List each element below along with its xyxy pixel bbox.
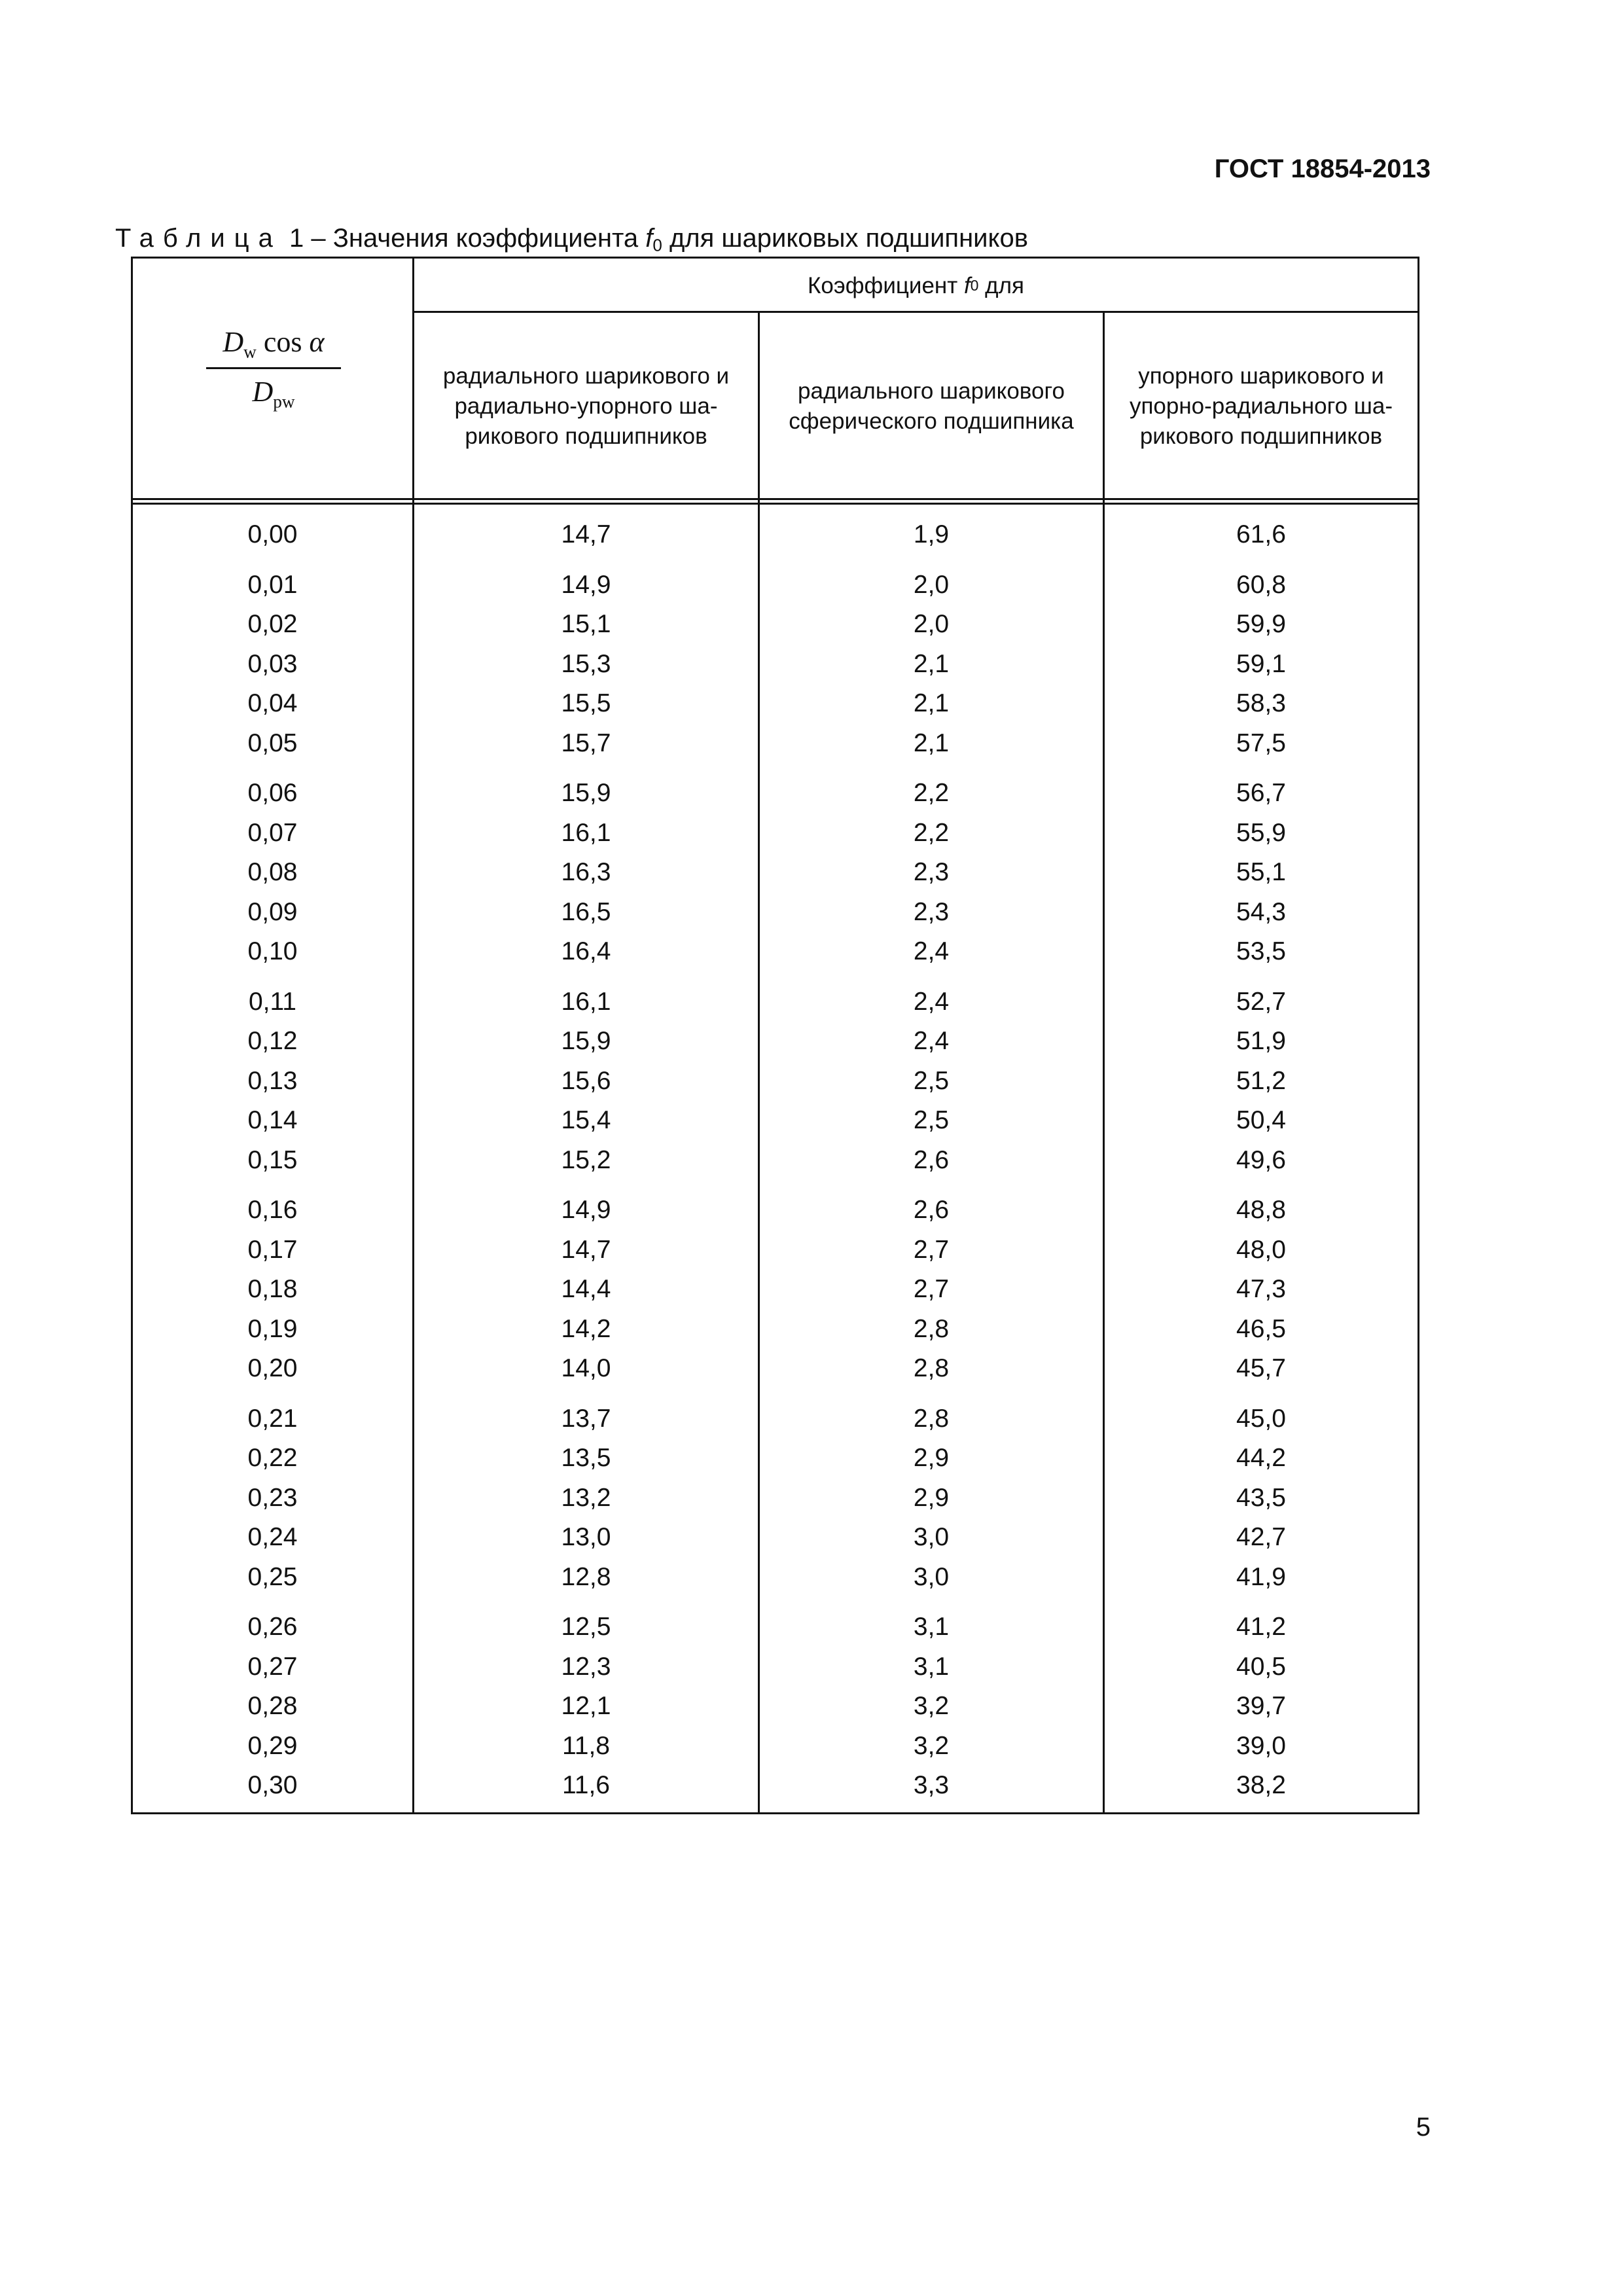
ratio-value-cell: 0,19 (247, 1314, 298, 1343)
ratio-symbol-d: D (223, 326, 244, 358)
ratio-value-cell: 0,09 (247, 897, 298, 926)
coefficient-cell: 15,5 (561, 689, 611, 717)
coefficient-cell: 55,1 (1236, 858, 1286, 886)
ratio-value-cell: 0,30 (247, 1771, 298, 1799)
coefficient-group-header (414, 259, 1418, 313)
column-header-spherical: радиального шарикового сферического подшипника (789, 378, 1074, 434)
table-caption (115, 224, 1028, 256)
ratio-value-cell: 0,21 (247, 1404, 298, 1433)
column-header-thrust: упорного шарикового и упорно-радиального ша- рикового подшипников (1129, 363, 1393, 449)
coefficient-cell: 2,4 (913, 937, 950, 965)
ratio-denominator (133, 375, 414, 412)
coefficient-cell: 2,4 (913, 1027, 950, 1055)
coefficient-cell: 61,6 (1236, 520, 1286, 548)
coefficient-cell: 48,0 (1236, 1235, 1286, 1264)
coefficient-cell: 2,9 (913, 1483, 950, 1512)
coefficient-cell: 15,9 (561, 1027, 611, 1055)
ratio-value-cell: 0,22 (247, 1444, 298, 1472)
coefficient-cell: 12,5 (561, 1613, 611, 1641)
ratio-value-cell: 0,06 (247, 779, 298, 807)
coefficient-cell: 14,9 (561, 570, 611, 599)
coefficient-cell: 15,3 (561, 649, 611, 678)
coefficient-cell: 15,6 (561, 1066, 611, 1095)
caption-prefix: Таблица (115, 224, 282, 253)
page-number: 5 (1416, 2113, 1431, 2142)
coefficient-cell: 2,3 (913, 897, 950, 926)
coefficient-table (131, 257, 1419, 1814)
coefficient-cell: 14,2 (561, 1314, 611, 1343)
coefficient-cell: 44,2 (1236, 1444, 1286, 1472)
coefficient-cell: 15,9 (561, 779, 611, 807)
coefficient-cell: 3,2 (913, 1731, 950, 1760)
coefficient-cell: 38,2 (1236, 1771, 1286, 1799)
ratio-value-cell: 0,03 (247, 649, 298, 678)
ratio-alpha: α (309, 326, 325, 358)
ratio-value-cell: 0,14 (247, 1106, 298, 1134)
ratio-value-cell: 0,00 (247, 520, 298, 548)
coefficient-cell: 45,7 (1236, 1354, 1286, 1382)
ratio-value-cell: 0,20 (247, 1354, 298, 1382)
coefficient-cell: 2,5 (913, 1066, 950, 1095)
group-header-symbol: f (964, 272, 971, 298)
column-header-radial: радиального шарикового и радиально-упорного ша- рикового подшипников (442, 363, 730, 449)
coefficient-cell: 1,9 (913, 520, 950, 548)
coefficient-cell: 55,9 (1236, 818, 1286, 847)
ratio-value-cell: 0,05 (247, 728, 298, 757)
group-header-sub: 0 (970, 277, 979, 294)
ratio-value-cell: 0,17 (247, 1235, 298, 1264)
ratio-sub-w: w (243, 342, 257, 362)
coefficient-cell: 53,5 (1236, 937, 1286, 965)
coefficient-cell: 2,5 (913, 1106, 950, 1134)
caption-symbol-sub: 0 (652, 235, 662, 255)
fraction-bar (206, 367, 341, 369)
coefficient-cell: 2,4 (913, 987, 950, 1016)
coefficient-cell: 51,2 (1236, 1066, 1286, 1095)
caption-text-after: для шариковых подшипников (669, 224, 1028, 253)
ratio-cos: cos (263, 326, 302, 358)
coefficient-cell: 2,1 (913, 728, 950, 757)
ratio-value-cell: 0,28 (247, 1692, 298, 1720)
ratio-value-cell: 0,18 (247, 1275, 298, 1303)
ratio-value-cell: 0,02 (247, 610, 298, 638)
coefficient-cell: 3,1 (913, 1613, 950, 1641)
group-header-after: для (985, 272, 1024, 298)
ratio-value-cell: 0,16 (247, 1196, 298, 1224)
coefficient-cell: 57,5 (1236, 728, 1286, 757)
group-header-before: Коэффициент (808, 272, 958, 298)
ratio-value-cell: 0,24 (247, 1523, 298, 1551)
coefficient-cell: 42,7 (1236, 1523, 1286, 1551)
ratio-value-cell: 0,15 (247, 1145, 298, 1174)
coefficient-cell: 16,1 (561, 818, 611, 847)
coefficient-cell: 16,3 (561, 858, 611, 886)
ratio-value-cell: 0,11 (248, 987, 296, 1016)
coefficient-cell: 3,0 (913, 1523, 950, 1551)
coefficient-cell: 41,9 (1236, 1562, 1286, 1591)
coefficient-cell: 13,5 (561, 1444, 611, 1472)
ratio-value-cell: 0,25 (247, 1562, 298, 1591)
coefficient-cell: 2,8 (913, 1404, 950, 1433)
coefficient-cell: 46,5 (1236, 1314, 1286, 1343)
coefficient-cell: 2,9 (913, 1444, 950, 1472)
ratio-symbol-d: D (252, 376, 274, 408)
coefficient-cell: 12,1 (561, 1692, 611, 1720)
coefficient-cell: 14,9 (561, 1196, 611, 1224)
coefficient-cell: 41,2 (1236, 1613, 1286, 1641)
coefficient-cell: 16,5 (561, 897, 611, 926)
coefficient-cell: 47,3 (1236, 1275, 1286, 1303)
ratio-value-cell: 0,04 (247, 689, 298, 717)
coefficient-cell: 14,4 (561, 1275, 611, 1303)
coefficient-cell: 13,2 (561, 1483, 611, 1512)
coefficient-cell: 2,2 (913, 818, 950, 847)
coefficient-cell: 45,0 (1236, 1404, 1286, 1433)
coefficient-cell: 2,7 (913, 1235, 950, 1264)
coefficient-cell: 59,1 (1236, 649, 1286, 678)
coefficient-cell: 2,3 (913, 858, 950, 886)
coefficient-cell: 13,7 (561, 1404, 611, 1433)
ratio-value-cell: 0,01 (247, 570, 298, 599)
coefficient-cell: 15,2 (561, 1145, 611, 1174)
ratio-sub-pw: pw (273, 391, 295, 412)
coefficient-cell: 15,1 (561, 610, 611, 638)
coefficient-cell: 16,1 (561, 987, 611, 1016)
coefficient-cell: 51,9 (1236, 1027, 1286, 1055)
coefficient-cell: 15,4 (561, 1106, 611, 1134)
ratio-value-cell: 0,08 (247, 858, 298, 886)
coefficient-cell: 48,8 (1236, 1196, 1286, 1224)
coefficient-cell: 2,8 (913, 1314, 950, 1343)
ratio-value-cell: 0,26 (247, 1613, 298, 1641)
coefficient-cell: 3,2 (913, 1692, 950, 1720)
coefficient-cell: 14,7 (561, 1235, 611, 1264)
coefficient-cell: 3,0 (913, 1562, 950, 1591)
coefficient-cell: 14,0 (561, 1354, 611, 1382)
ratio-value-cell: 0,13 (247, 1066, 298, 1095)
coefficient-cell: 15,7 (561, 728, 611, 757)
coefficient-cell: 60,8 (1236, 570, 1286, 599)
coefficient-cell: 2,0 (913, 570, 950, 599)
caption-text-before: – Значения коэффициента (311, 224, 639, 253)
coefficient-cell: 39,0 (1236, 1731, 1286, 1760)
coefficient-cell: 13,0 (561, 1523, 611, 1551)
coefficient-cell: 16,4 (561, 937, 611, 965)
coefficient-cell: 54,3 (1236, 897, 1286, 926)
coefficient-cell: 2,8 (913, 1354, 950, 1382)
caption-symbol: f (645, 224, 653, 253)
coefficient-cell: 58,3 (1236, 689, 1286, 717)
ratio-value-cell: 0,07 (247, 818, 298, 847)
coefficient-cell: 49,6 (1236, 1145, 1286, 1174)
coefficient-cell: 14,7 (561, 520, 611, 548)
coefficient-cell: 52,7 (1236, 987, 1286, 1016)
coefficient-cell: 39,7 (1236, 1692, 1286, 1720)
ratio-header (133, 259, 414, 501)
header-bottom-rule (133, 503, 1418, 505)
coefficient-cell: 56,7 (1236, 779, 1286, 807)
caption-number: 1 (289, 224, 304, 253)
coefficient-cell: 2,2 (913, 779, 950, 807)
coefficient-cell: 11,8 (562, 1731, 610, 1760)
coefficient-cell: 2,1 (913, 649, 950, 678)
coefficient-cell: 59,9 (1236, 610, 1286, 638)
coefficient-cell: 12,8 (561, 1562, 611, 1591)
coefficient-cell: 50,4 (1236, 1106, 1286, 1134)
coefficient-cell: 3,3 (913, 1771, 950, 1799)
coefficient-cell: 43,5 (1236, 1483, 1286, 1512)
document-number: ГОСТ 18854-2013 (1214, 154, 1431, 183)
coefficient-cell: 12,3 (561, 1652, 611, 1681)
coefficient-cell: 2,6 (913, 1196, 950, 1224)
coefficient-cell: 2,6 (913, 1145, 950, 1174)
ratio-value-cell: 0,12 (247, 1027, 298, 1055)
ratio-value-cell: 0,10 (247, 937, 298, 965)
coefficient-cell: 3,1 (913, 1652, 950, 1681)
coefficient-cell: 11,6 (562, 1771, 610, 1799)
coefficient-cell: 2,1 (913, 689, 950, 717)
coefficient-cell: 2,0 (913, 610, 950, 638)
ratio-value-cell: 0,29 (247, 1731, 298, 1760)
coefficient-cell: 2,7 (913, 1275, 950, 1303)
coefficient-cell: 40,5 (1236, 1652, 1286, 1681)
ratio-value-cell: 0,23 (247, 1483, 298, 1512)
ratio-value-cell: 0,27 (247, 1652, 298, 1681)
ratio-numerator (133, 325, 414, 363)
